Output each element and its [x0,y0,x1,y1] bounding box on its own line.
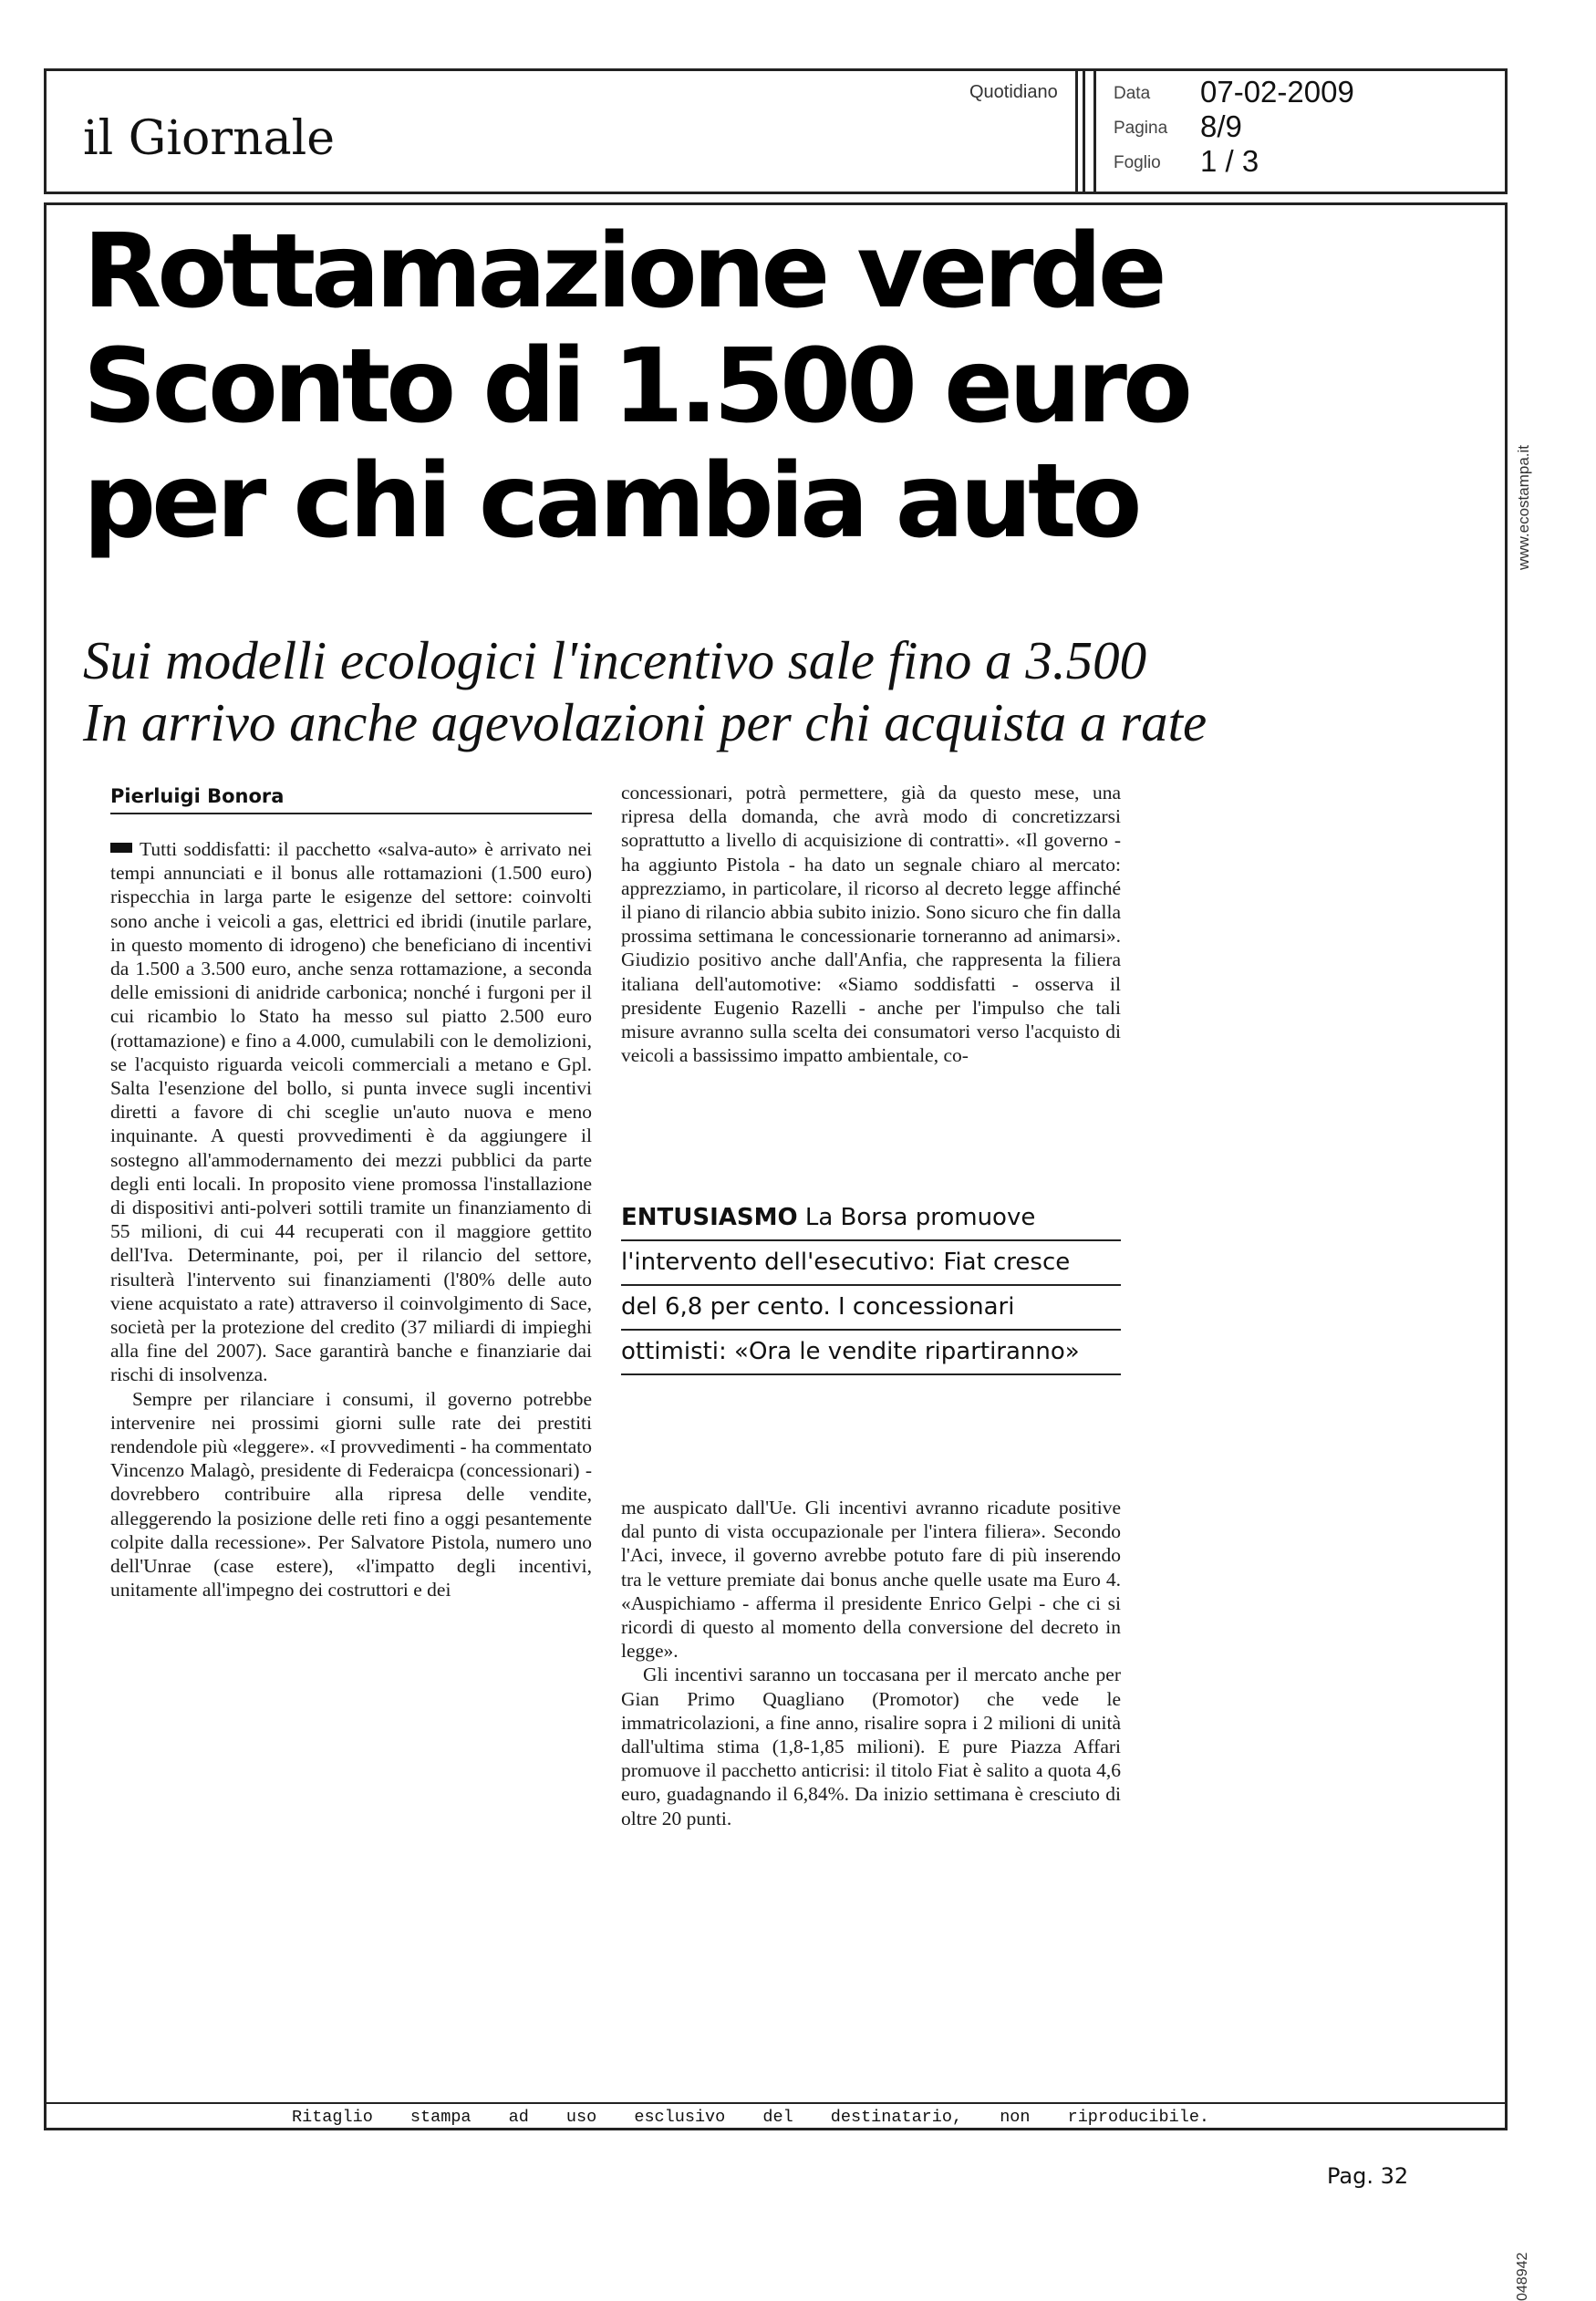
headline-line: per chi cambia auto [83,442,1138,561]
header-divider [1075,71,1078,192]
article-paragraph: Gli incentivi saranno un toccasana per il mercato anche per Gian Primo Quagliano (Promotor) che vede le immatricolazioni, a fine anno, risalire sopra i 2 milioni di unità dall'ultima stima (1,8-1,85 milioni). E pure Piazza Affari promuove il pacchetto anticrisi: il titolo Fiat è salito a quota 4,6 euro, guadagnando il 6,84%. Da inizio settimana è cresciuto di oltre 20 punti. [621,1664,1121,1829]
pull-quote-line: ottimisti: «Ora le vendite ripartiranno» [621,1331,1121,1375]
article-paragraph: me auspicato dall'Ue. Gli incentivi avranno ricadute positive dal punto di vista occupazionale per l'intera filiera». Secondo l'Aci, invece, il governo avrebbe potuto fare di più inserendo tra le vetture premiate dai bonus anche quelle usate ma Euro 4. «Auspichiamo - afferma il presidente Enrico Gelpi - che ci si ricordi di questo al momento della conversione del decreto in legge». [621,1497,1121,1663]
article-column-right-bottom [621,1496,1121,1830]
headline [83,212,1188,561]
author-byline: Pierluigi Bonora [110,785,592,814]
pull-quote-line: del 6,8 per cento. I concessionari [621,1286,1121,1331]
article-column-right-top [621,781,1121,1067]
date-value: 07-02-2009 [1200,75,1354,109]
bullet-square-icon [110,843,132,853]
subheadline-line: In arrivo anche agevolazioni per chi acquista a rate [83,692,1207,752]
pull-quote-kicker: ENTUSIASMO [621,1204,798,1231]
disclaimer: Ritaglio stampa ad uso esclusivo del destinatario, non riproducibile. [292,2108,1210,2127]
article-paragraph: Sempre per rilanciare i consumi, il governo potrebbe intervenire nei prossimi giorni sulle rate dei prestiti rendendole più «leggere». «I provvedimenti - ha commentato Vincenzo Malagò, presidente di Federaicpa (concessionari) - dovrebbero contribuire alla ripresa delle vendite, alleggerendo la posizione delle reti fino a oggi pesantemente colpite dalla recessione». Per Salvatore Pistola, numero uno dell'Unrae (case estere), «l'impatto degli incentivi, unitamente all'impegno dei costruttori e dei [110,1387,592,1601]
page-number: Pag. 32 [1327,2163,1409,2189]
header-box [44,68,1508,194]
header-divider [1093,71,1096,192]
sheet-value: 1 / 3 [1200,144,1259,178]
clipping-code: 048942 [1515,2252,1530,2301]
newspaper-name: il Giornale [83,111,336,166]
headline-line: Rottamazione verde [83,212,1163,331]
sheet-label: Foglio [1114,153,1161,172]
page-label: Pagina [1114,119,1168,138]
publication-type: Quotidiano [969,82,1058,102]
subheadline [83,629,1207,753]
headline-line: Sconto di 1.500 euro [83,327,1188,446]
header-divider [1083,71,1085,192]
subheadline-line: Sui modelli ecologici l'incentivo sale fino a 3.500 [83,630,1147,690]
source-url: www.ecostampa.it [1515,445,1532,570]
pull-quote-line: ENTUSIASMO La Borsa promuove [621,1197,1121,1241]
pull-quote [621,1197,1121,1375]
date-label: Data [1114,84,1151,103]
pull-quote-line: l'intervento dell'esecutivo: Fiat cresce [621,1241,1121,1286]
page-value: 8/9 [1200,109,1242,143]
article-column-left [110,837,592,1602]
article-paragraph: Tutti soddisfatti: il pacchetto «salva-auto» è arrivato nei tempi annunciati e il bonus alle rottamazioni (1.500 euro) rispecchia in larga parte le esigenze del settore: coinvolti sono anche i veicoli a gas, elettrici ed ibridi (inutile parlare, in questo momento di idrogeno) che beneficiano di incentivi da 1.500 a 3.500 euro, anche senza rottamazione, a seconda delle emissioni di anidride carbonica; nonché i furgoni per il cui ricambio lo Stato ha messo sul piatto 2.500 euro (rottamazione) e fino a 4.000, cumulabili con le demolizioni, se l'acquisto riguarda veicoli commerciali a metano e Gpl. Salta l'esenzione del bollo, si punta invece sugli incentivi diretti a favore di chi sceglie un'auto nuova e meno inquinante. A questi provvedimenti è da aggiungere il sostegno all'ammodernamento dei mezzi pubblici da parte degli enti locali. In proposito viene promossa l'installazione di dispositivi anti-polveri sottili tramite un finanziamento di 55 milioni, di cui 44 recuperati con il maggiore gettito dell'Iva. Determinante, poi, per il rilancio del settore, risulterà l'intervento sui finanziamenti (l'80% delle auto viene acquistato a rate) attraverso il coinvolgimento di Sace, società per la protezione del credito (37 miliardi di impieghi alla fine del 2007). Sace garantirà banche e finanziarie dai rischi di insolvenza. [110,838,592,1386]
article-paragraph: concessionari, potrà permettere, già da questo mese, una ripresa della domanda, che avrà modo di concretizzarsi soprattutto a livello di acquisizione di contratti». «Il governo - ha aggiunto Pistola - ha dato un segnale chiaro al mercato: apprezziamo, in particolare, il ricorso al decreto legge affinché il piano di rilancio abbia subito inizio. Sono sicuro che fin dalla prossima settimana le concessionarie torneranno ad animarsi». Giudizio positivo anche dall'Anfia, che rappresenta la filiera italiana dell'automotive: «Siamo soddisfatti - osserva il presidente Eugenio Razelli - anche per l'impulso che tali misure avranno sulla scelta dei consumatori verso l'acquisto di veicoli a bassissimo impatto ambientale, co- [621,782,1121,1067]
footer-divider [47,2102,1505,2104]
